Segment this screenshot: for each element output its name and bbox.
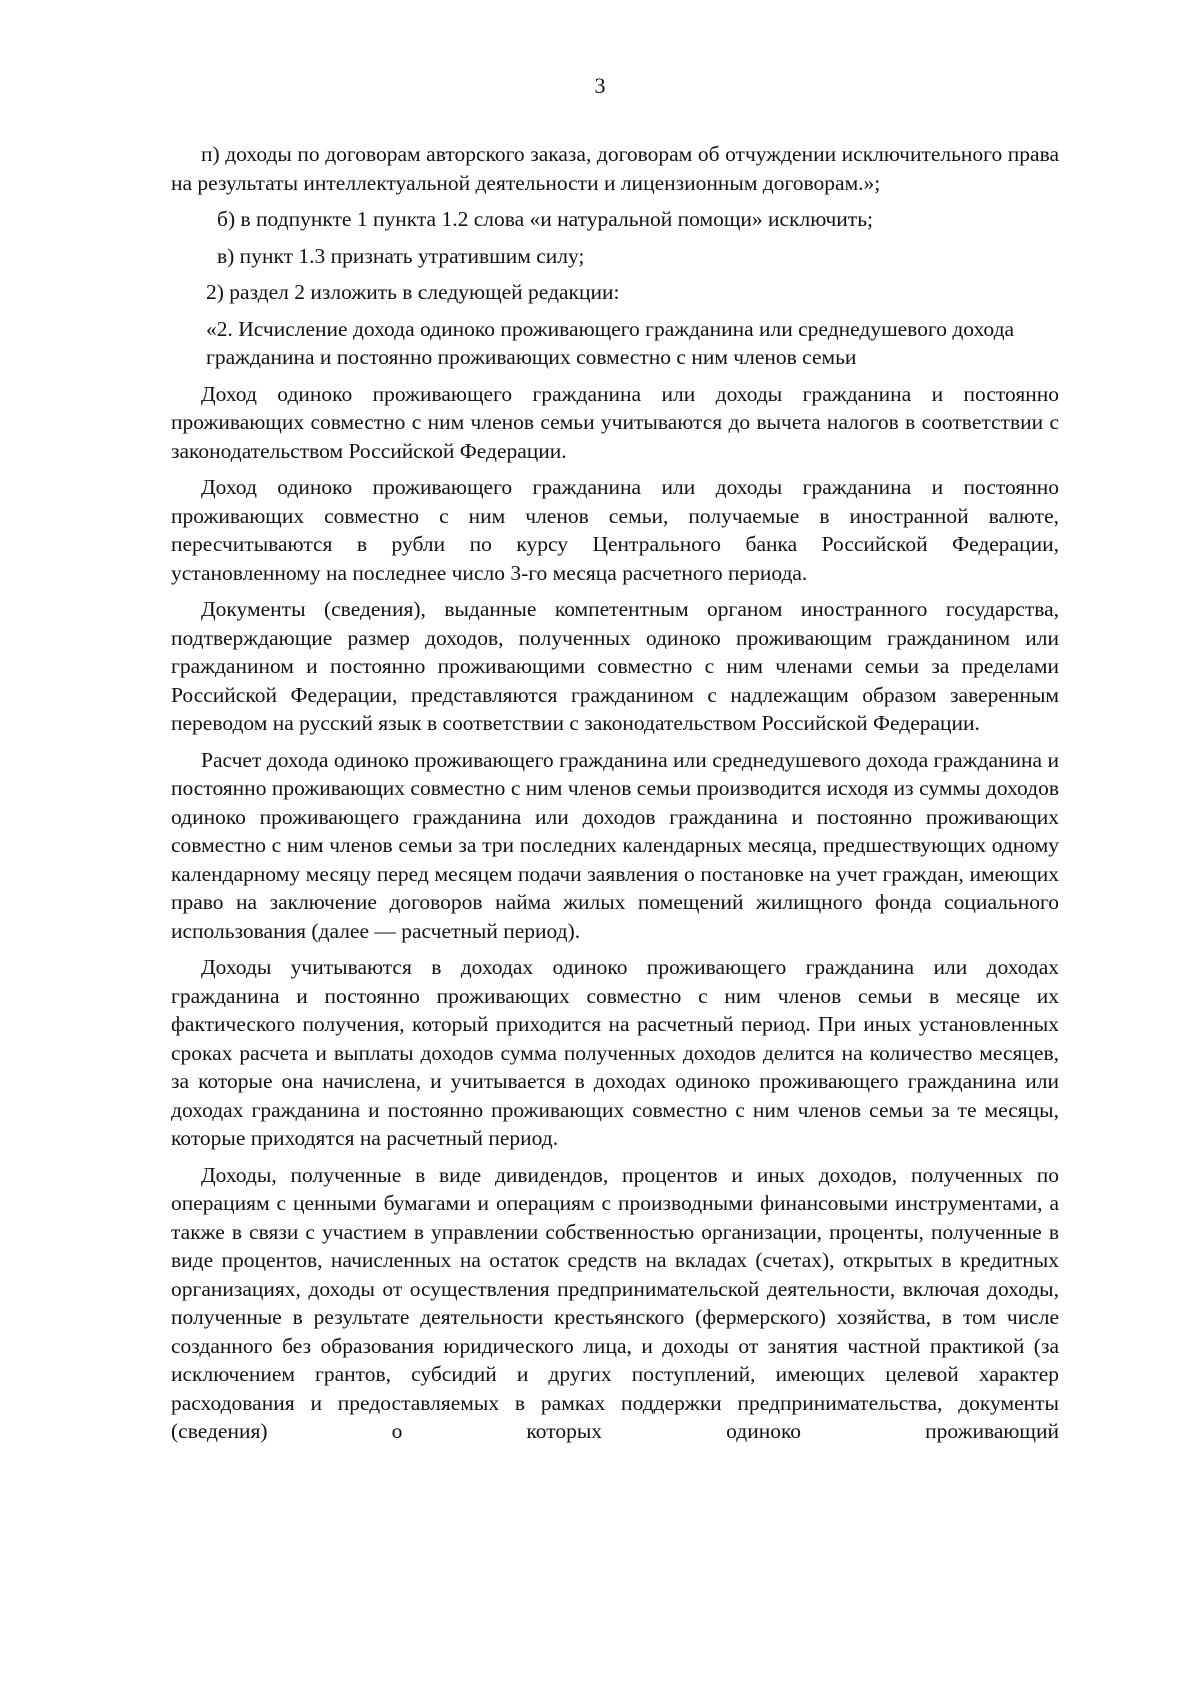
page-number: 3 [594,73,606,98]
paragraph-taxes: Доход одиноко проживающего гражданина или доходы гражданина и постоянно проживающих совместно с ним членов семьи учитываются до вычета налогов в соответствии с законодательством Российской Федерации. [171,381,1059,463]
paragraph-item-2: 2) раздел 2 изложить в следующей редакции: [206,280,620,304]
paragraph-item-b: б) в подпункте 1 пункта 1.2 слова «и натуральной помощи» исключить; [217,207,873,231]
paragraph-item-v: в) пункт 1.3 признать утратившим силу; [217,243,585,268]
paragraph-dividends: Доходы, полученные в виде дивидендов, процентов и иных доходов, полученных по операциям с ценными бумагами и операциям с производными финансовыми инструментами, а также в связи с участием в управлении собственностью организации, проценты, полученные в виде процентов, начисленных на остаток средств на вкладах (счетах), открытых в кредитных организациях, доходы от осуществления предпринимательской деятельности, включая доходы, полученные в результате деятельности крестьянского (фермерского) хозяйства, в том числе созданного без образования юридического лица, и доходы от занятия частной практикой (за исключением грантов, субсидий и других поступлений, имеющих целевой характер расходования и предоставляемых в рамках поддержки предпринимательства, документы (сведения) о которых одиноко проживающий [171,1162,1059,1443]
section-heading: «2. Исчисление дохода одиноко проживающего гражданина или среднедушевого дохода гражданина и постоянно проживающих совместно с ним членов семьи [206,316,1015,369]
document-body [171,140,1059,1454]
paragraph-calculation: Расчет дохода одиноко проживающего гражданина или среднедушевого дохода гражданина и постоянно проживающих совместно с ним членов семьи производится исходя из суммы доходов одиноко проживающего гражданина или доходов гражданина и постоянно проживающих совместно с ним членов семьи за три последних календарных месяца, предшествующих одному календарному месяцу перед месяцем подачи заявления о постановке на учет граждан, имеющих право на заключение договоров найма жилых помещений жилищного фонда социального использования (далее — расчетный период). [171,747,1059,943]
paragraph-income-accounting: Доходы учитываются в доходах одиноко проживающего гражданина или доходах гражданина и постоянно проживающих совместно с ним членов семьи в месяце их фактического получения, который приходится на расчетный период. При иных установленных сроках расчета и выплаты доходов сумма полученных доходов делится на количество месяцев, за которые она начислена, и учитывается в доходах одиноко проживающего гражданина или доходах гражданина и постоянно проживающих совместно с ним членов семьи за те месяцы, которые приходятся на расчетный период. [171,955,1059,1150]
paragraph-foreign-documents: Документы (сведения), выданные компетентным органом иностранного государства, подтверждающие размер доходов, полученных одиноко проживающим гражданином или гражданином и постоянно проживающими совместно с ним членами семьи за пределами Российской Федерации, представляются гражданином с надлежащим образом заверенным переводом на русский язык в соответствии с законодательством Российской Федерации. [171,597,1059,735]
paragraph-item-p: п) доходы по договорам авторского заказа, договорам об отчуждении исключительного права на результаты интеллектуальной деятельности и лицензионным договорам.»; [171,142,1059,195]
paragraph-foreign-currency: Доход одиноко проживающего гражданина или доходы гражданина и постоянно проживающих совместно с ним членов семьи, получаемые в иностранной валюте, пересчитываются в рубли по курсу Центрального банка Российской Федерации, установленному на последнее число 3-го месяца расчетного периода. [171,475,1059,585]
